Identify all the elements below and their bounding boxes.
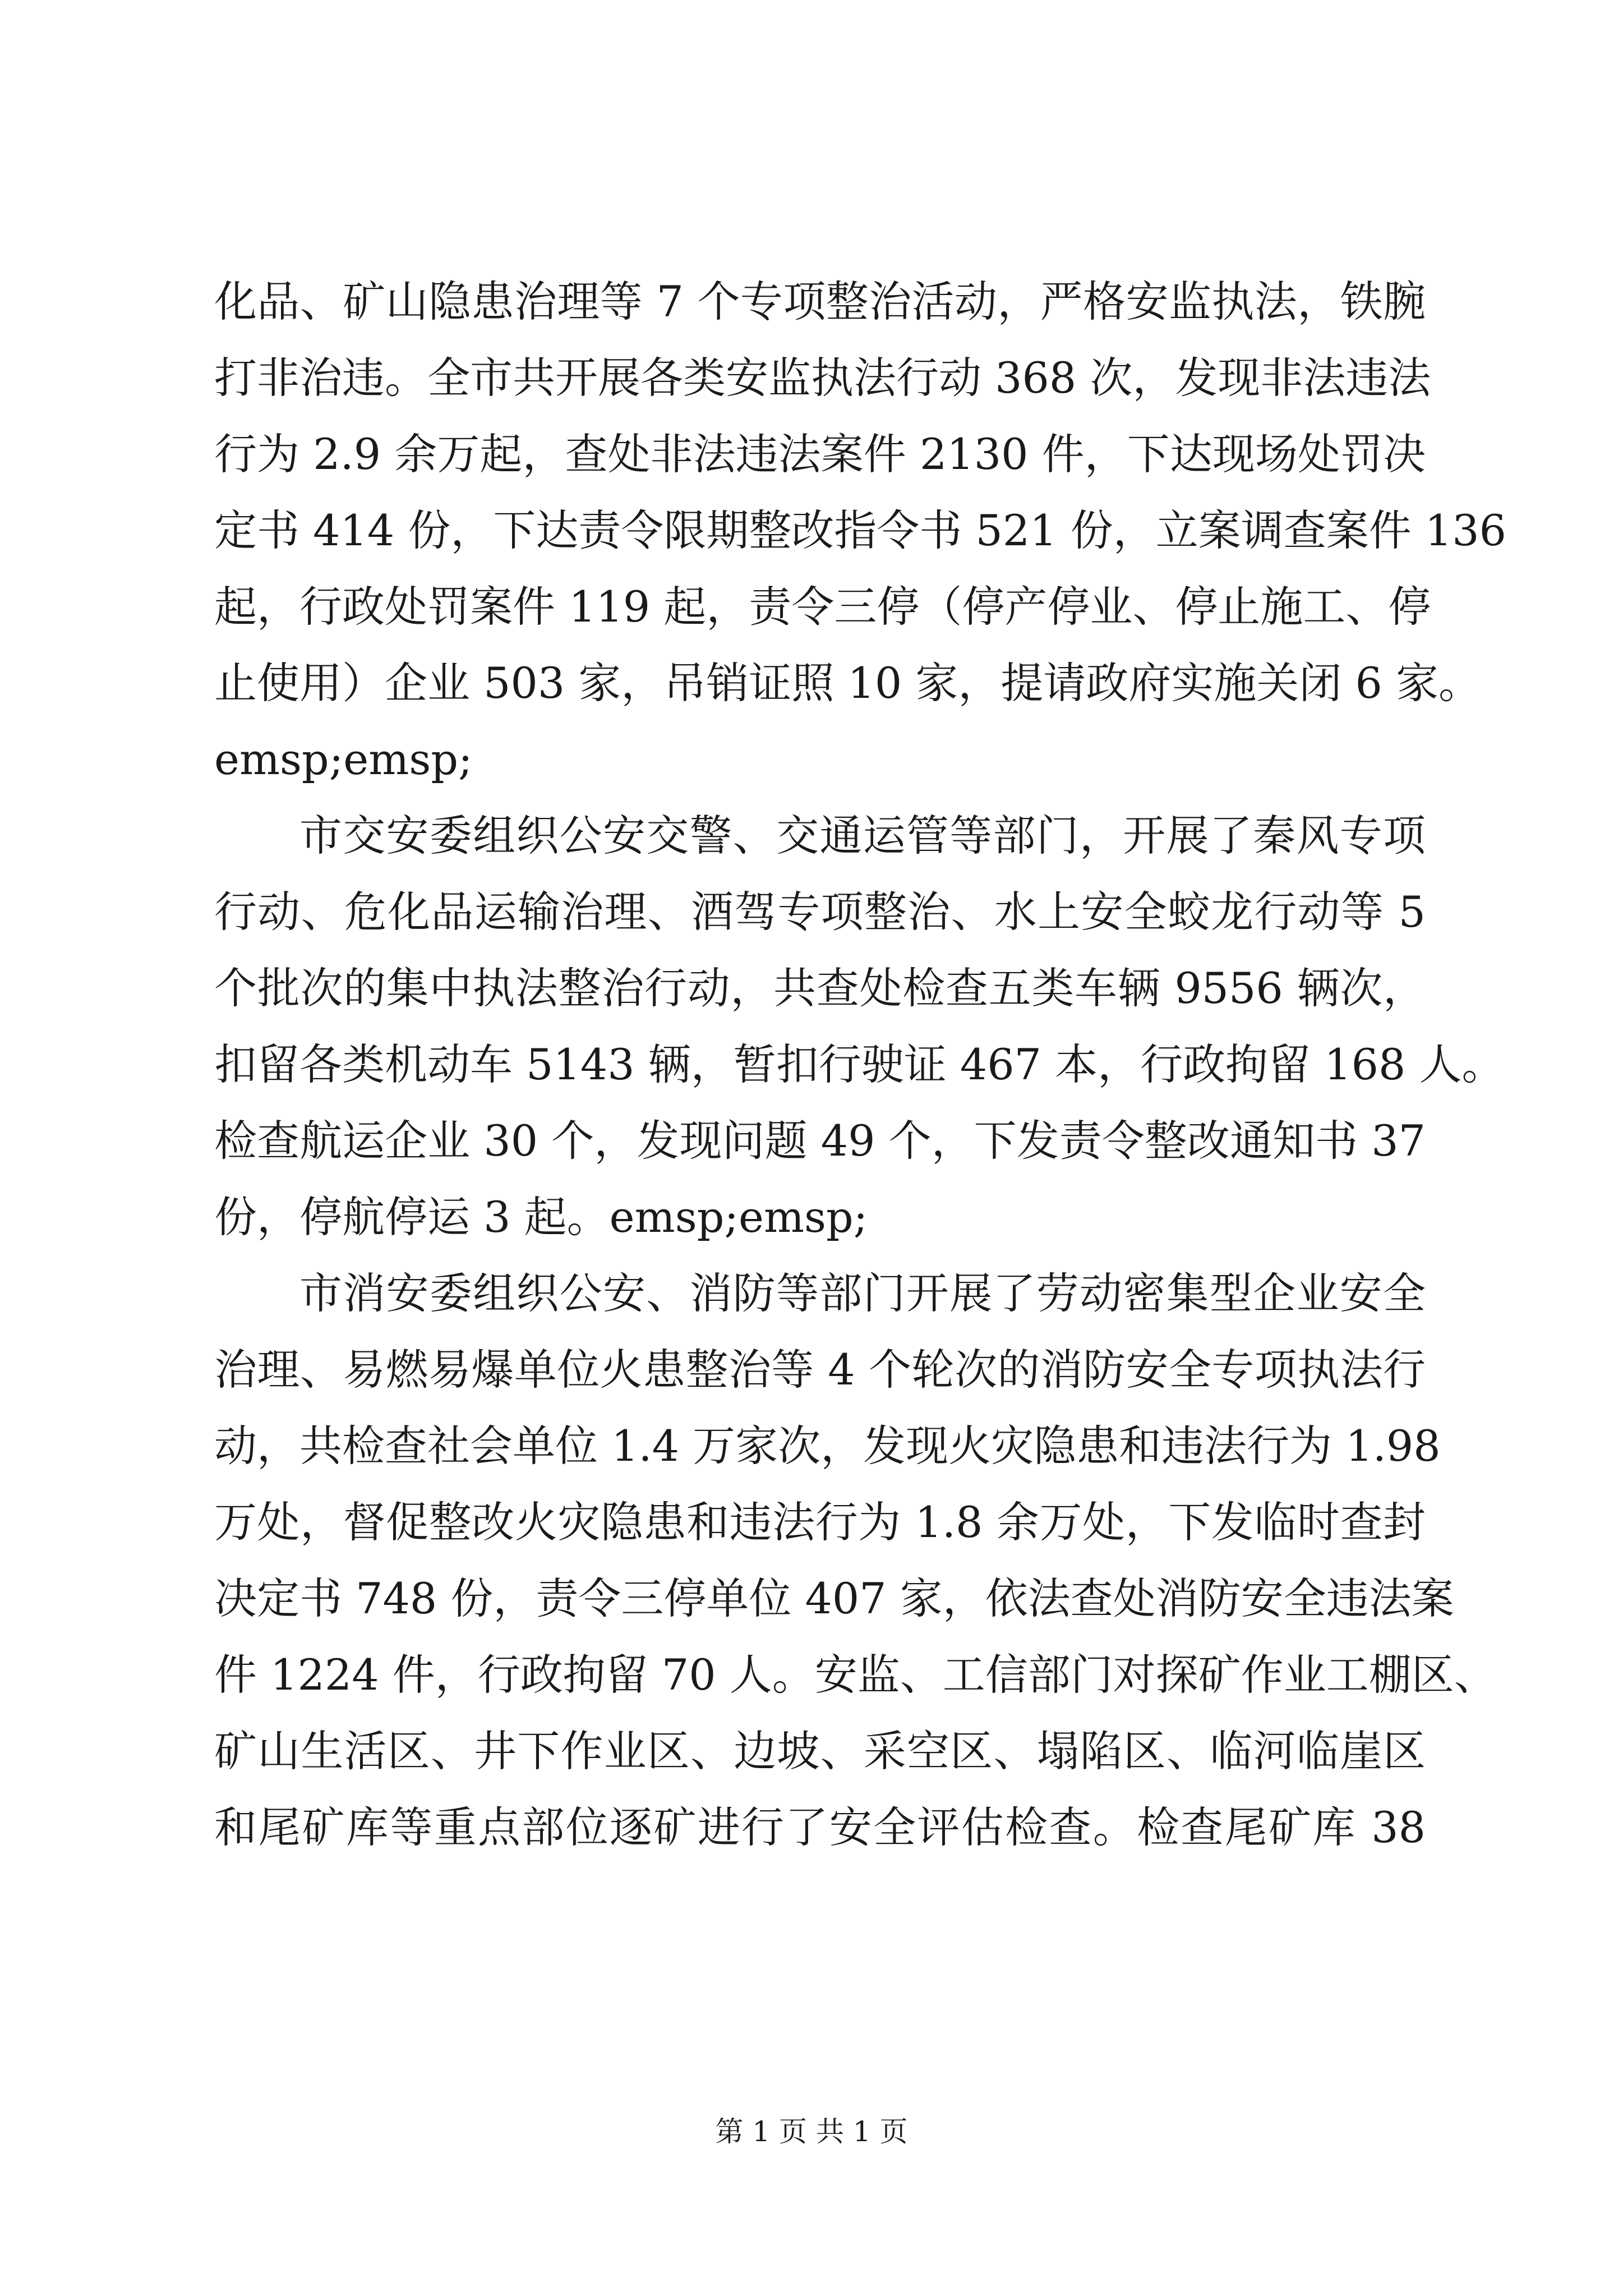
- page-footer: [0, 2109, 1623, 2150]
- text-line: 动，共检查社会单位 1.4 万家次，发现火灾隐患和违法行为 1.98: [214, 1421, 1441, 1471]
- text-line: 止使用）企业 503 家，吊销证照 10 家，提请政府实施关闭 6 家。: [214, 658, 1482, 708]
- text-line: 化品、矿山隐患治理等 7 个专项整治活动，严格安监执法，铁腕: [214, 277, 1426, 326]
- text-line: 扣留各类机动车 5143 辆，暂扣行驶证 467 本，行政拘留 168 人。: [214, 1039, 1505, 1089]
- text-line: 定书 414 份，下达责令限期整改指令书 521 份，立案调查案件 136: [214, 505, 1506, 555]
- text-line: 起，行政处罚案件 119 起，责令三停（停产停业、停止施工、停: [214, 582, 1431, 632]
- text-line: 检查航运企业 30 个，发现问题 49 个，下发责令整改通知书 37: [214, 1116, 1426, 1166]
- text-line: 打非治违。全市共开展各类安监执法行动 368 次，发现非法违法: [214, 353, 1431, 403]
- text-line: 市交安委组织公安交警、交通运管等部门，开展了秦风专项: [299, 811, 1426, 861]
- text-line: 决定书 748 份，责令三停单位 407 家，依法查处消防安全违法案: [214, 1573, 1454, 1623]
- text-line: 行为 2.9 余万起，查处非法违法案件 2130 件，下达现场处罚决: [214, 429, 1426, 479]
- text-line: 市消安委组织公安、消防等部门开展了劳动密集型企业安全: [299, 1268, 1426, 1318]
- text-line: 万处，督促整改火灾隐患和违法行为 1.8 余万处，下发临时查封: [214, 1497, 1426, 1547]
- text-line: 治理、易燃易爆单位火患整治等 4 个轮次的消防安全专项执法行: [214, 1345, 1426, 1395]
- text-line: 份，停航停运 3 起。emsp;emsp;: [214, 1192, 868, 1242]
- text-line: 矿山生活区、井下作业区、边坡、采空区、塌陷区、临河临崖区: [214, 1726, 1426, 1776]
- text-line: 和尾矿库等重点部位逐矿进行了安全评估检查。检查尾矿库 38: [214, 1802, 1426, 1852]
- document-body: [214, 264, 1506, 1866]
- text-line: 件 1224 件，行政拘留 70 人。安监、工信部门对探矿作业工棚区、: [214, 1650, 1497, 1700]
- text-line: emsp;emsp;: [214, 734, 473, 784]
- page-number-indicator: 第 1 页 共 1 页: [715, 2115, 908, 2148]
- text-line: 个批次的集中执法整治行动，共查处检查五类车辆 9556 辆次，: [214, 963, 1426, 1013]
- text-line: 行动、危化品运输治理、酒驾专项整治、水上安全蛟龙行动等 5: [214, 887, 1426, 937]
